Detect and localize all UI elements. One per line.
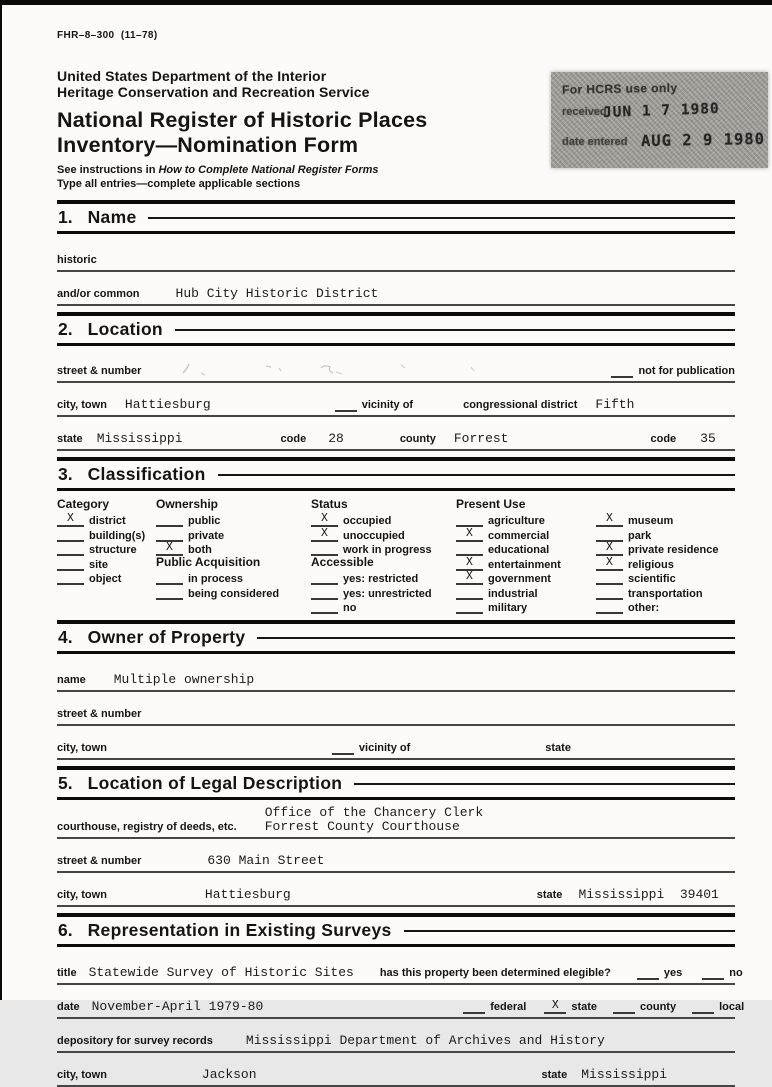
legal-state-value: Mississippi 39401 bbox=[578, 887, 719, 902]
check-item-public bbox=[156, 513, 311, 528]
check-blank bbox=[57, 572, 84, 585]
check-blank bbox=[456, 587, 483, 600]
check-label: both bbox=[188, 544, 212, 556]
ownership-column bbox=[156, 498, 311, 614]
field-row-owner-city bbox=[57, 739, 735, 760]
check-label: work in progress bbox=[343, 544, 432, 556]
check-blank bbox=[596, 572, 623, 585]
checkbox-eligible-yes bbox=[637, 966, 682, 980]
field-row-owner-name bbox=[57, 671, 735, 692]
check-item-educational bbox=[456, 542, 596, 557]
check-blank bbox=[156, 572, 183, 585]
section-5-title: Location of Legal Description bbox=[87, 773, 343, 793]
section-6-number: 6. bbox=[58, 920, 73, 940]
form-title bbox=[57, 108, 735, 158]
check-item-both bbox=[156, 542, 311, 557]
present-use-column bbox=[456, 498, 735, 614]
check-blank: X bbox=[311, 529, 338, 542]
field-row-courthouse bbox=[57, 806, 735, 839]
field-row-legal-street bbox=[57, 852, 735, 873]
agency-name bbox=[57, 68, 735, 100]
check-label: entertainment bbox=[488, 558, 561, 571]
check-label: yes: restricted bbox=[343, 573, 419, 585]
stamp-entered-date: AUG 2 9 1980 bbox=[641, 129, 766, 151]
check-blank: X bbox=[596, 558, 623, 571]
section-3-title: Classification bbox=[87, 464, 206, 484]
scan-edge-left bbox=[0, 0, 2, 1000]
state-value: Mississippi bbox=[96, 431, 183, 446]
agency-line-2: Heritage Conservation and Recreation Service bbox=[57, 84, 370, 100]
city-town-label: city, town bbox=[57, 399, 107, 411]
check-item-park bbox=[596, 527, 735, 542]
check-blank bbox=[311, 601, 338, 614]
check-label: object bbox=[89, 573, 122, 585]
check-item-industrial bbox=[456, 585, 596, 600]
field-row-and-or-common bbox=[57, 285, 735, 306]
stamp-received-label: received bbox=[562, 106, 607, 118]
congressional-district-label: congressional district bbox=[463, 399, 578, 411]
section-rule bbox=[404, 930, 735, 932]
check-blank: X bbox=[456, 529, 483, 542]
check-label: educational bbox=[488, 544, 550, 556]
section-rule bbox=[175, 329, 735, 331]
check-blank bbox=[596, 529, 623, 542]
section-1-number: 1. bbox=[58, 207, 73, 227]
check-blank bbox=[57, 558, 84, 571]
street-number-label: street & number bbox=[57, 365, 142, 377]
survey-date-label: date bbox=[57, 1001, 80, 1013]
check-blank bbox=[456, 601, 483, 614]
section-1-title: Name bbox=[87, 207, 137, 227]
checkbox-federal bbox=[463, 1000, 526, 1014]
section-4-title: Owner of Property bbox=[87, 627, 246, 647]
survey-city-label: city, town bbox=[57, 1069, 107, 1081]
instructions-line-1 bbox=[57, 164, 735, 178]
survey-title-label: title bbox=[57, 967, 77, 979]
pencil-marks bbox=[171, 362, 511, 378]
owner-name-label: name bbox=[57, 674, 86, 686]
agency-line-1: United States Department of the Interior bbox=[57, 68, 327, 84]
no-blank bbox=[702, 966, 724, 980]
stamp-received-date: JUN 1 7 1980 bbox=[602, 100, 720, 122]
courthouse-label: courthouse, registry of deeds, etc. bbox=[57, 821, 237, 833]
section-4-number: 4. bbox=[58, 627, 73, 647]
field-row-depository bbox=[57, 1032, 735, 1053]
check-item-transportation bbox=[596, 585, 735, 600]
check-blank bbox=[456, 543, 483, 556]
section-2-header bbox=[57, 312, 735, 346]
check-label: museum bbox=[628, 515, 674, 527]
check-blank: X bbox=[596, 543, 623, 556]
congressional-district-value: Fifth bbox=[595, 397, 635, 412]
survey-state-label: state bbox=[541, 1069, 568, 1081]
section-rule bbox=[148, 217, 735, 219]
check-item-in-process bbox=[156, 571, 311, 586]
survey-state-value: Mississippi bbox=[581, 1067, 668, 1082]
check-label: industrial bbox=[488, 587, 538, 600]
vicinity-label: vicinity of bbox=[361, 399, 414, 411]
check-label: building(s) bbox=[89, 529, 146, 542]
federal-label: federal bbox=[490, 1001, 527, 1013]
classification-grid bbox=[57, 498, 735, 614]
section-3-header bbox=[57, 457, 735, 491]
local-check-label: local bbox=[719, 1001, 745, 1013]
present-use-subcolumn-2 bbox=[596, 513, 735, 615]
check-blank bbox=[156, 587, 183, 600]
form-title-line-1: National Register of Historic Places bbox=[57, 108, 428, 132]
check-item-site bbox=[57, 556, 156, 571]
federal-blank bbox=[463, 1000, 485, 1014]
check-blank: X bbox=[311, 514, 338, 527]
check-item-buildings bbox=[57, 527, 156, 542]
code-label: code bbox=[280, 433, 307, 445]
status-column bbox=[311, 498, 456, 614]
check-blank: X bbox=[57, 514, 84, 527]
legal-state-label: state bbox=[536, 889, 563, 901]
historic-label: historic bbox=[57, 254, 97, 266]
county-label: county bbox=[399, 433, 436, 445]
eligible-question-label: has this property been determined elegible? bbox=[379, 967, 611, 979]
form-title-line-2: Inventory—Nomination Form bbox=[57, 133, 359, 157]
category-heading: Category bbox=[57, 497, 110, 511]
checkbox-eligible-no bbox=[702, 966, 742, 980]
depository-value: Mississippi Department of Archives and History bbox=[245, 1033, 605, 1048]
category-column bbox=[57, 498, 156, 614]
check-label: public bbox=[188, 515, 221, 527]
check-blank bbox=[311, 587, 338, 600]
check-label: no bbox=[343, 602, 357, 614]
public-acquisition-heading: Public Acquisition bbox=[156, 555, 261, 569]
check-blank: X bbox=[456, 572, 483, 585]
yes-label: yes bbox=[663, 967, 683, 979]
check-label: yes: unrestricted bbox=[343, 587, 432, 600]
check-blank bbox=[156, 514, 183, 527]
check-label: structure bbox=[89, 544, 137, 556]
not-for-publication-label: not for publication bbox=[638, 365, 735, 377]
form-code: FHR–8–300 (11–78) bbox=[57, 30, 158, 41]
legal-street-label: street & number bbox=[57, 855, 142, 867]
survey-title-value: Statewide Survey of Historic Sites bbox=[88, 965, 354, 980]
present-use-subcolumn-1 bbox=[456, 513, 596, 615]
field-row-survey-title bbox=[57, 964, 743, 985]
check-item-unoccupied bbox=[311, 527, 456, 542]
survey-city-value: Jackson bbox=[201, 1067, 257, 1082]
check-blank: X bbox=[156, 543, 183, 556]
field-row-city-town bbox=[57, 396, 735, 417]
legal-city-label: city, town bbox=[57, 889, 107, 901]
instructions-book-title: How to Complete National Register Forms bbox=[158, 164, 379, 176]
stamp-use-only-text: For HCRS use only bbox=[561, 80, 678, 97]
yes-blank bbox=[637, 966, 659, 980]
field-row-street-number bbox=[57, 362, 735, 383]
section-1-header bbox=[57, 200, 735, 234]
section-5-header bbox=[57, 766, 735, 800]
local-blank bbox=[692, 1000, 714, 1014]
check-item-other bbox=[596, 600, 735, 615]
checkbox-owner-vicinity-of bbox=[332, 741, 410, 755]
county-code-value: 35 bbox=[700, 431, 716, 446]
check-item-private bbox=[156, 527, 311, 542]
survey-date-value: November-April 1979-80 bbox=[91, 999, 264, 1014]
section-2-number: 2. bbox=[58, 319, 73, 339]
ownership-heading: Ownership bbox=[156, 497, 219, 511]
check-blank bbox=[57, 543, 84, 556]
check-item-work-in-progress bbox=[311, 542, 456, 557]
not-for-publication-blank bbox=[611, 364, 633, 378]
check-label: transportation bbox=[628, 587, 703, 600]
county-blank bbox=[613, 1000, 635, 1014]
checkbox-vicinity-of bbox=[335, 398, 413, 412]
check-label: private bbox=[188, 529, 225, 542]
legal-street-value: 630 Main Street bbox=[207, 853, 325, 868]
section-rule bbox=[354, 783, 735, 785]
check-label: agriculture bbox=[488, 515, 545, 527]
check-item-no bbox=[311, 600, 456, 615]
check-item-government bbox=[456, 571, 596, 586]
status-heading: Status bbox=[311, 497, 348, 511]
stamp-entered-label: date entered bbox=[562, 136, 628, 148]
check-blank bbox=[311, 572, 338, 585]
state-check-label: state bbox=[571, 1001, 598, 1013]
check-item-religious bbox=[596, 556, 735, 571]
check-blank bbox=[57, 529, 84, 542]
section-3-number: 3. bbox=[58, 464, 73, 484]
common-name-value: Hub City Historic District bbox=[175, 286, 379, 301]
check-item-military bbox=[456, 600, 596, 615]
owner-state-label: state bbox=[545, 742, 571, 754]
section-2-title: Location bbox=[87, 319, 163, 339]
state-code-value: 28 bbox=[328, 431, 344, 446]
check-item-scientific bbox=[596, 571, 735, 586]
check-item-yes-restricted bbox=[311, 571, 456, 586]
owner-name-value: Multiple ownership bbox=[113, 672, 255, 687]
courthouse-value-line-2: Forrest County Courthouse bbox=[264, 819, 460, 834]
check-item-district bbox=[57, 513, 156, 528]
check-blank: X bbox=[596, 514, 623, 527]
section-5-number: 5. bbox=[58, 773, 73, 793]
check-label: occupied bbox=[343, 515, 392, 527]
field-row-survey-date bbox=[57, 998, 745, 1019]
accessible-heading: Accessible bbox=[311, 555, 374, 569]
checkbox-local bbox=[692, 1000, 744, 1014]
check-label: religious bbox=[628, 558, 674, 571]
check-item-yes-unrestricted bbox=[311, 585, 456, 600]
instructions-prefix: See instructions in bbox=[57, 164, 159, 176]
section-4-header bbox=[57, 620, 735, 654]
check-label: military bbox=[488, 602, 528, 614]
field-row-state-county bbox=[57, 430, 735, 451]
legal-city-value: Hattiesburg bbox=[204, 887, 291, 902]
vicinity-blank bbox=[335, 398, 357, 412]
check-label: district bbox=[89, 515, 126, 527]
field-row-historic bbox=[57, 251, 735, 272]
county-value: Forrest bbox=[453, 431, 509, 446]
section-rule bbox=[257, 637, 735, 639]
section-6-header bbox=[57, 913, 735, 947]
check-label: commercial bbox=[488, 529, 550, 542]
common-label: and/or common bbox=[57, 288, 140, 300]
city-town-value: Hattiesburg bbox=[124, 397, 211, 412]
check-item-agriculture bbox=[456, 513, 596, 528]
check-label: unoccupied bbox=[343, 529, 405, 542]
check-label: scientific bbox=[628, 573, 676, 585]
check-item-occupied bbox=[311, 513, 456, 528]
check-item-entertainment bbox=[456, 556, 596, 571]
check-item-private-residence bbox=[596, 542, 735, 557]
owner-city-label: city, town bbox=[57, 742, 107, 754]
check-item-object bbox=[57, 571, 156, 586]
check-blank bbox=[596, 601, 623, 614]
state-label: state bbox=[57, 433, 83, 445]
checkbox-state bbox=[544, 1000, 597, 1014]
checkbox-not-for-publication bbox=[611, 364, 735, 378]
owner-street-label: street & number bbox=[57, 708, 142, 720]
check-label: site bbox=[89, 558, 108, 571]
check-item-commercial bbox=[456, 527, 596, 542]
check-blank bbox=[596, 587, 623, 600]
check-blank bbox=[456, 514, 483, 527]
check-blank: X bbox=[456, 558, 483, 571]
field-row-owner-street bbox=[57, 705, 735, 726]
checkbox-county bbox=[613, 1000, 676, 1014]
vicinity-label: vicinity of bbox=[358, 742, 411, 754]
check-label: government bbox=[488, 573, 551, 585]
no-label: no bbox=[729, 967, 743, 979]
check-label: private residence bbox=[628, 544, 719, 556]
field-row-legal-city bbox=[57, 886, 735, 907]
field-row-survey-city bbox=[57, 1066, 735, 1087]
check-label: other: bbox=[628, 602, 660, 614]
check-label: in process bbox=[188, 573, 244, 585]
instructions bbox=[57, 164, 735, 191]
section-6-title: Representation in Existing Surveys bbox=[87, 920, 392, 940]
state-blank: X bbox=[544, 1000, 566, 1014]
instructions-line-2: Type all entries—complete applicable sections bbox=[57, 177, 301, 190]
check-label: park bbox=[628, 529, 652, 542]
check-item-structure bbox=[57, 542, 156, 557]
check-label: being considered bbox=[188, 587, 280, 600]
check-item-being-considered bbox=[156, 585, 311, 600]
code-label-2: code bbox=[650, 433, 677, 445]
section-rule bbox=[218, 474, 735, 476]
vicinity-blank bbox=[332, 741, 354, 755]
depository-label: depository for survey records bbox=[57, 1035, 213, 1047]
check-item-museum bbox=[596, 513, 735, 528]
county-check-label: county bbox=[640, 1001, 677, 1013]
courthouse-value bbox=[265, 806, 483, 834]
check-blank bbox=[156, 529, 183, 542]
courthouse-value-line-1: Office of the Chancery Clerk bbox=[264, 805, 484, 820]
present-use-heading: Present Use bbox=[456, 497, 526, 511]
